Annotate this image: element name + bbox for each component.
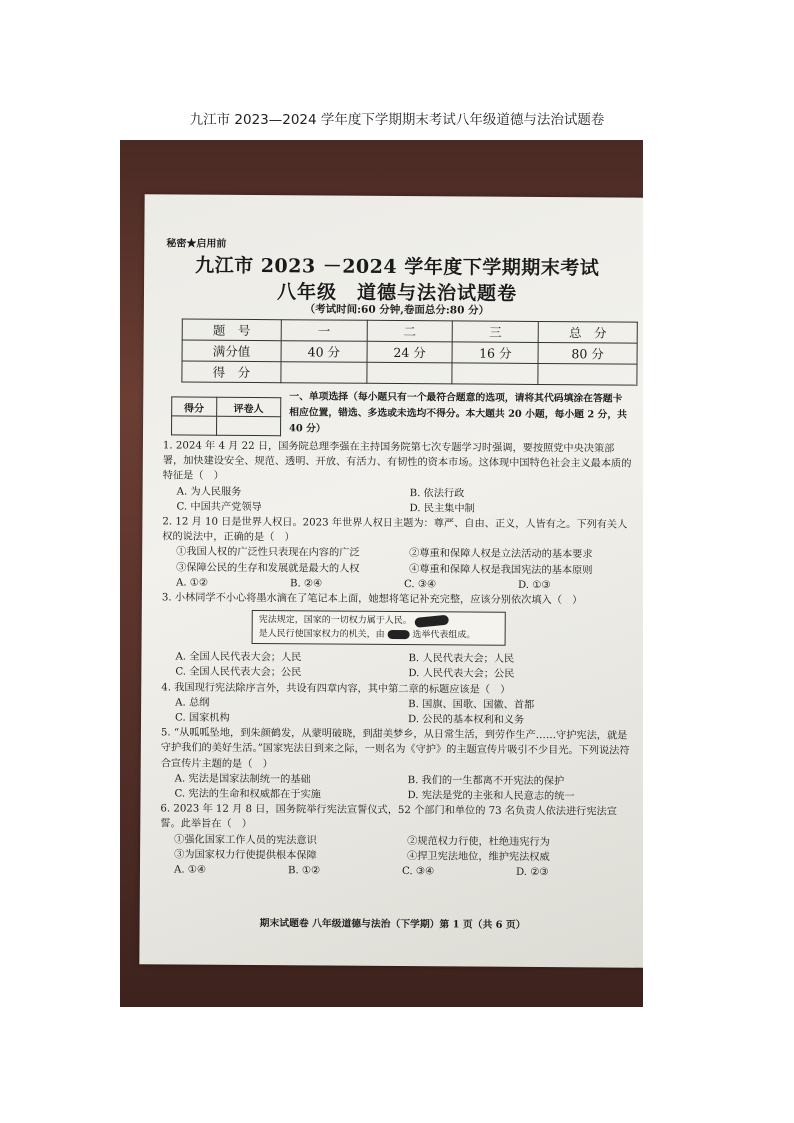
option-d: D. 民主集中制 xyxy=(409,502,475,515)
option-a: A. ①② xyxy=(175,577,209,589)
exam-time-info: （考试时间:60 分钟,卷面总分:80 分） xyxy=(304,303,490,317)
question-list xyxy=(160,438,633,881)
score-table-got-row xyxy=(182,361,637,385)
exam-subject-title: 八年级 道德与法治试题卷 xyxy=(276,281,518,305)
option-d: D. 公民的基本权利和义务 xyxy=(407,714,525,726)
statement-3: ③为国家权力行使提供根本保障 xyxy=(174,849,317,862)
section-instructions: 一、单项选择（每小题只有一个最符合题意的选项，请将其代码填涂在答题卡相应位置，错选、多选或未选均不得分。本大题共 20 小题，每小题 2 分，共 40 分） xyxy=(289,391,627,435)
option-b: B. 依法行政 xyxy=(409,487,465,500)
question-text: 4. 我国现行宪法除序言外，共设有四章内容，其中第二章的标题应该是（ ） xyxy=(161,682,511,696)
score-cell: 总 分 xyxy=(538,321,637,343)
option-b: B. 我们的一生都离不开宪法的保护 xyxy=(407,774,565,788)
statement-4: ④尊重和保障人权是我国宪法的基本原则 xyxy=(409,563,593,577)
option-c: C. 中国共产党领导 xyxy=(176,501,262,513)
question-text: 5. “从呱呱坠地，到朱颜鹤发，从蒙明破晓，到甜美梦乡，从日常生活，到劳作生产……守护宪法，就是守护我们的美好生活。”国家宪法日到来之际，一则名为《守护》的主题宣传片吸引不少目光。下列说法符合宣传片主题的是（ ） xyxy=(160,727,630,770)
question-3 xyxy=(161,590,632,683)
score-table xyxy=(181,319,637,386)
option-b: B. 人民代表大会；人民 xyxy=(408,653,515,666)
option-c: C. ③④ xyxy=(403,578,437,591)
grader-table xyxy=(171,396,281,436)
secret-label: 秘密★启用前 xyxy=(166,238,227,250)
exam-photo xyxy=(120,140,643,1007)
exam-paper xyxy=(139,194,643,968)
note-line-1: 宪法规定，国家的一切权力属于人民。 xyxy=(258,615,412,627)
option-b: B. ②④ xyxy=(289,578,323,590)
option-c: C. 全国人民代表大会；公民 xyxy=(175,666,302,679)
ink-blot-icon xyxy=(414,614,449,627)
score-cell: 80 分 xyxy=(538,342,637,364)
score-cell: 三 xyxy=(453,321,539,343)
score-cell: 24 分 xyxy=(367,341,453,363)
option-d: D. ①③ xyxy=(517,579,551,591)
question-5 xyxy=(160,726,631,805)
score-cell: 二 xyxy=(367,320,453,342)
score-cell: 16 分 xyxy=(452,342,538,364)
grader-name-label: 评卷人 xyxy=(216,397,280,416)
grader-name-cell xyxy=(216,416,280,435)
note-line-2a: 是人民行使国家权力的机关，由 xyxy=(258,629,385,641)
score-cell: 得 分 xyxy=(182,361,281,383)
exam-title: 九江市 2023 －2024 学年度下学期期末考试 xyxy=(195,254,600,280)
question-2 xyxy=(162,514,633,593)
question-text: 2. 12 月 10 日是世界人权日。2023 年世界人权日主题为：尊严、自由、正义，人皆有之。下列有关人权的说法中，正确的是（ ） xyxy=(162,516,628,544)
question-text: 6. 2023 年 12 月 8 日，国务院举行宪法宣誓仪式，52 个部门和单位的 73 名负责人依法进行宪法宣誓。此举旨在（ ） xyxy=(160,803,617,831)
score-cell: 题 号 xyxy=(182,319,281,341)
statement-3: ③保障公民的生存和发展就是最大的人权 xyxy=(176,562,360,575)
option-a: A. 全国人民代表大会；人民 xyxy=(175,651,302,664)
option-a: A. 宪法是国家法制统一的基础 xyxy=(174,773,311,786)
option-a: A. 为人民服务 xyxy=(176,486,242,498)
option-b: B. 国旗、国歌、国徽、首都 xyxy=(408,698,535,711)
score-cell xyxy=(538,363,637,385)
question-4 xyxy=(161,680,631,729)
option-a: A. ①④ xyxy=(173,864,207,876)
ink-blot-icon xyxy=(387,630,409,639)
grader-score-cell xyxy=(172,416,217,435)
note-line-2b: 选举代表组成。 xyxy=(412,630,476,641)
score-cell: 满分值 xyxy=(182,340,281,362)
score-cell: 40 分 xyxy=(281,341,367,363)
question-6 xyxy=(160,802,631,881)
statement-2: ②尊重和保障人权是立法活动的基本要求 xyxy=(409,548,593,561)
statement-1: ①我国人权的广泛性只表现在内容的广泛 xyxy=(176,546,360,560)
question-text: 1. 2024 年 4 月 22 日，国务院总理李强在主持国务院第七次专题学习时强调，要按照党中央决策部署，加快建设安全、规范、透明、开放、有活力、有韧性的资本市场。这体现中国特色社会主义最本质的特征是（ ） xyxy=(162,440,632,483)
statement-1: ①强化国家工作人员的宪法意识 xyxy=(174,834,317,847)
option-c: C. ③④ xyxy=(401,866,435,878)
statement-4: ④捍卫宪法地位，维护宪法权威 xyxy=(407,850,550,863)
option-d: D. ②③ xyxy=(515,866,549,879)
score-cell xyxy=(281,362,367,384)
option-d: D. 宪法是党的主张和人民意志的统一 xyxy=(407,790,575,803)
notebook-box xyxy=(252,610,506,646)
score-cell xyxy=(452,363,538,385)
question-text: 3. 小林同学不小心将墨水滴在了笔记本上面，她想将笔记补充完整，应该分别依次填入（ ） xyxy=(161,592,583,607)
option-d: D. 人民代表大会；公民 xyxy=(408,668,515,681)
grader-score-label: 得分 xyxy=(172,397,217,416)
option-a: A. 总纲 xyxy=(175,697,210,709)
statement-2: ②规范权力行使，杜绝违宪行为 xyxy=(407,835,550,848)
document-title: 九江市 2023—2024 学年度下学期期末考试八年级道德与法治试题卷 xyxy=(189,112,605,128)
score-cell: 一 xyxy=(281,320,367,342)
page-footer: 期末试题卷 八年级道德与法治（下学期）第 1 页（共 6 页） xyxy=(259,918,526,931)
score-cell xyxy=(367,362,453,384)
option-c: C. 国家机构 xyxy=(174,712,230,724)
option-b: B. ①② xyxy=(287,865,321,877)
question-1 xyxy=(162,438,633,517)
option-c: C. 宪法的生命和权威都在于实施 xyxy=(174,788,321,801)
